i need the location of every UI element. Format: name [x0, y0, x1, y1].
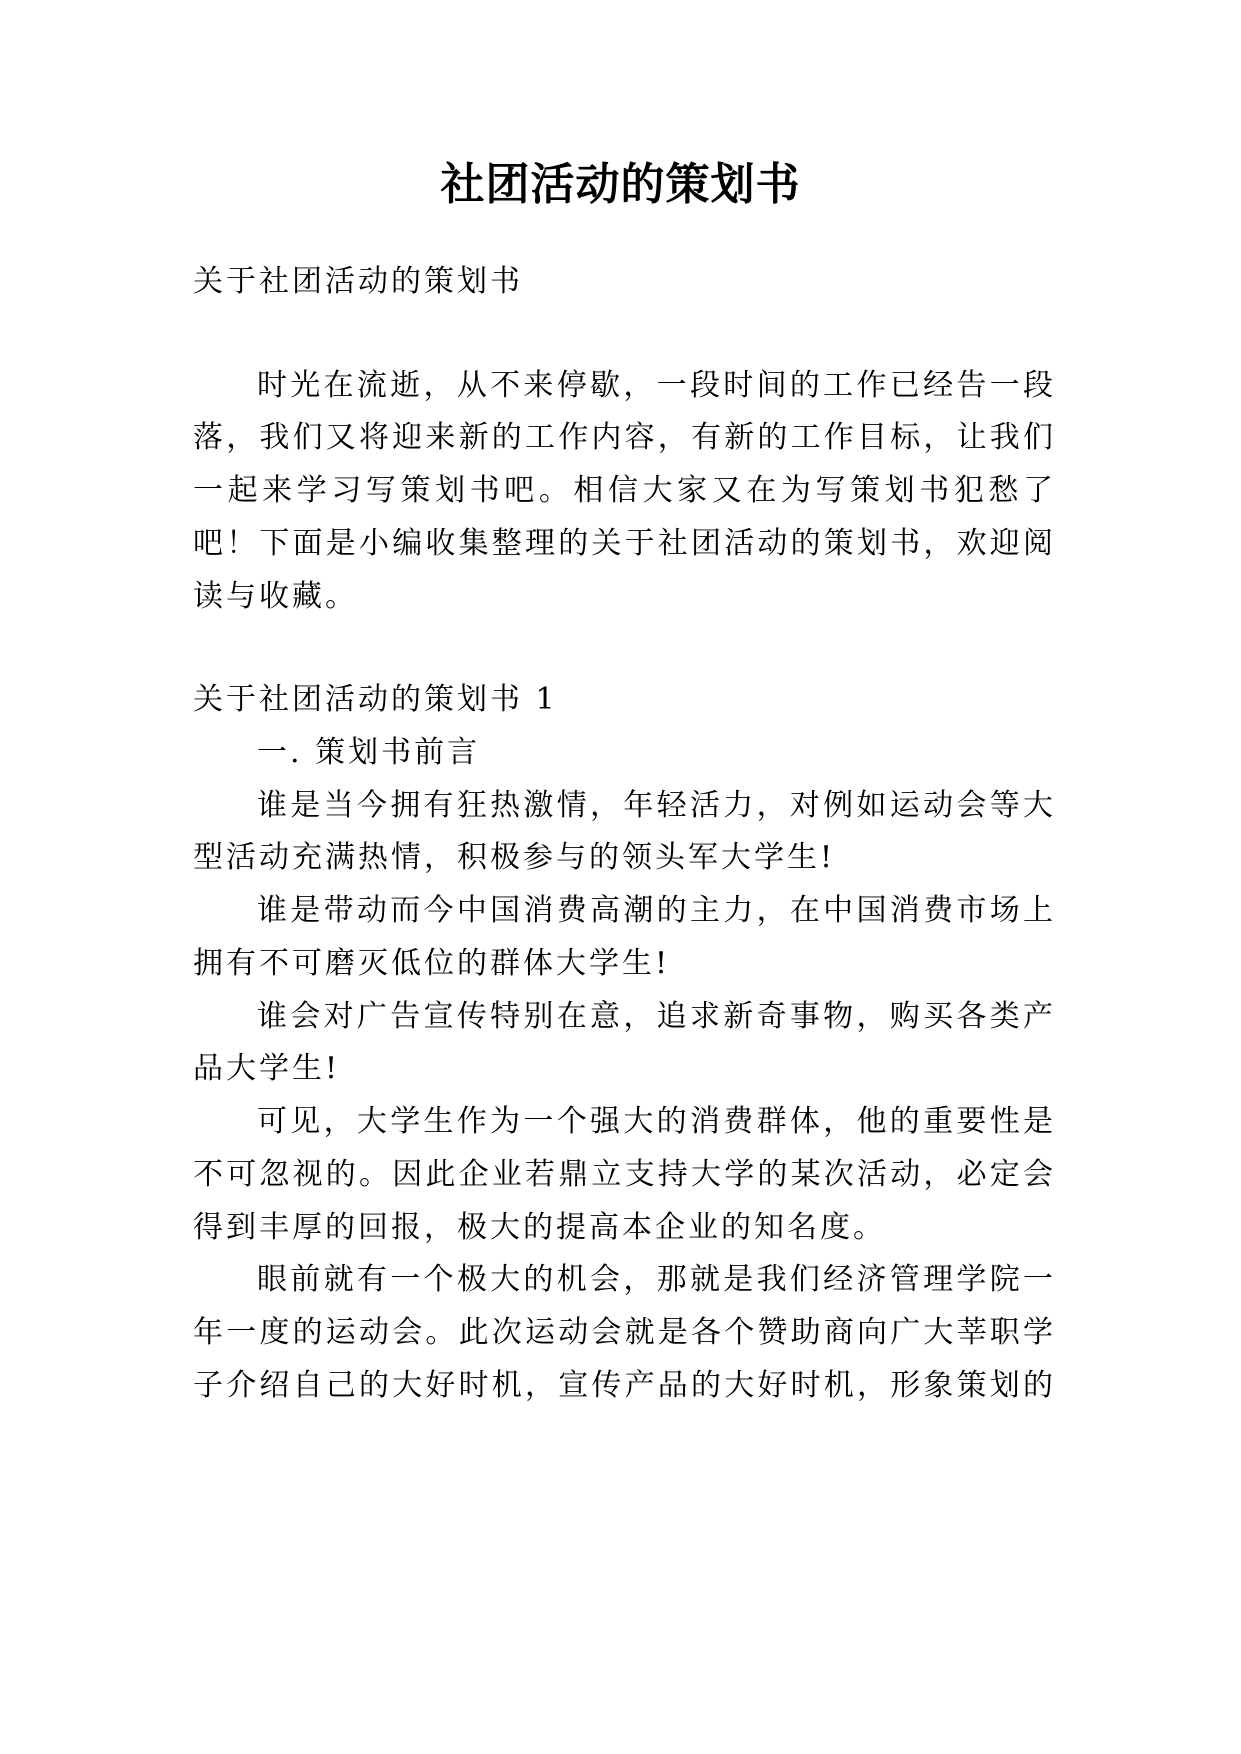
subtitle: 关于社团活动的策划书 — [193, 264, 523, 299]
section-line-10: 眼前就有一个极大的机会，那就是我们经济管理学院一 — [257, 1262, 1053, 1297]
section-heading: 关于社团活动的策划书 1 — [193, 682, 558, 717]
document-title: 社团活动的策划书 — [440, 159, 801, 210]
section-line-2: 型活动充满热情，积极参与的领头军大学生! — [193, 840, 836, 875]
intro-line-5: 读与收藏。 — [193, 579, 358, 614]
section-line-6: 品大学生! — [193, 1051, 341, 1086]
intro-line-1: 时光在流逝，从不来停歇，一段时间的工作已经告一段 — [257, 368, 1053, 403]
section-line-11: 年一度的运动会。此次运动会就是各个赞助商向广大莘职学 — [193, 1315, 1053, 1350]
intro-line-3: 一起来学习写策划书吧。相信大家又在为写策划书犯愁了 — [193, 473, 1053, 508]
intro-line-2: 落，我们又将迎来新的工作内容，有新的工作目标，让我们 — [193, 420, 1053, 455]
section-line-5: 谁会对广告宣传特别在意，追求新奇事物，购买各类产 — [257, 999, 1053, 1034]
section-subheading: 一. 策划书前言 — [257, 735, 481, 770]
section-line-9: 得到丰厚的回报，极大的提高本企业的知名度。 — [193, 1210, 886, 1245]
section-line-3: 谁是带动而今中国消费高潮的主力，在中国消费市场上 — [257, 893, 1053, 928]
section-line-7: 可见，大学生作为一个强大的消费群体，他的重要性是 — [257, 1104, 1053, 1139]
intro-line-4: 吧！下面是小编收集整理的关于社团活动的策划书，欢迎阅 — [193, 526, 1053, 561]
section-line-4: 拥有不可磨灭低位的群体大学生! — [193, 946, 671, 981]
section-line-12: 子介绍自己的大好时机，宣传产品的大好时机，形象策划的 — [193, 1368, 1053, 1403]
section-line-8: 不可忽视的。因此企业若鼎立支持大学的某次活动，必定会 — [193, 1157, 1053, 1192]
section-line-1: 谁是当今拥有狂热激情，年轻活力，对例如运动会等大 — [257, 788, 1053, 823]
